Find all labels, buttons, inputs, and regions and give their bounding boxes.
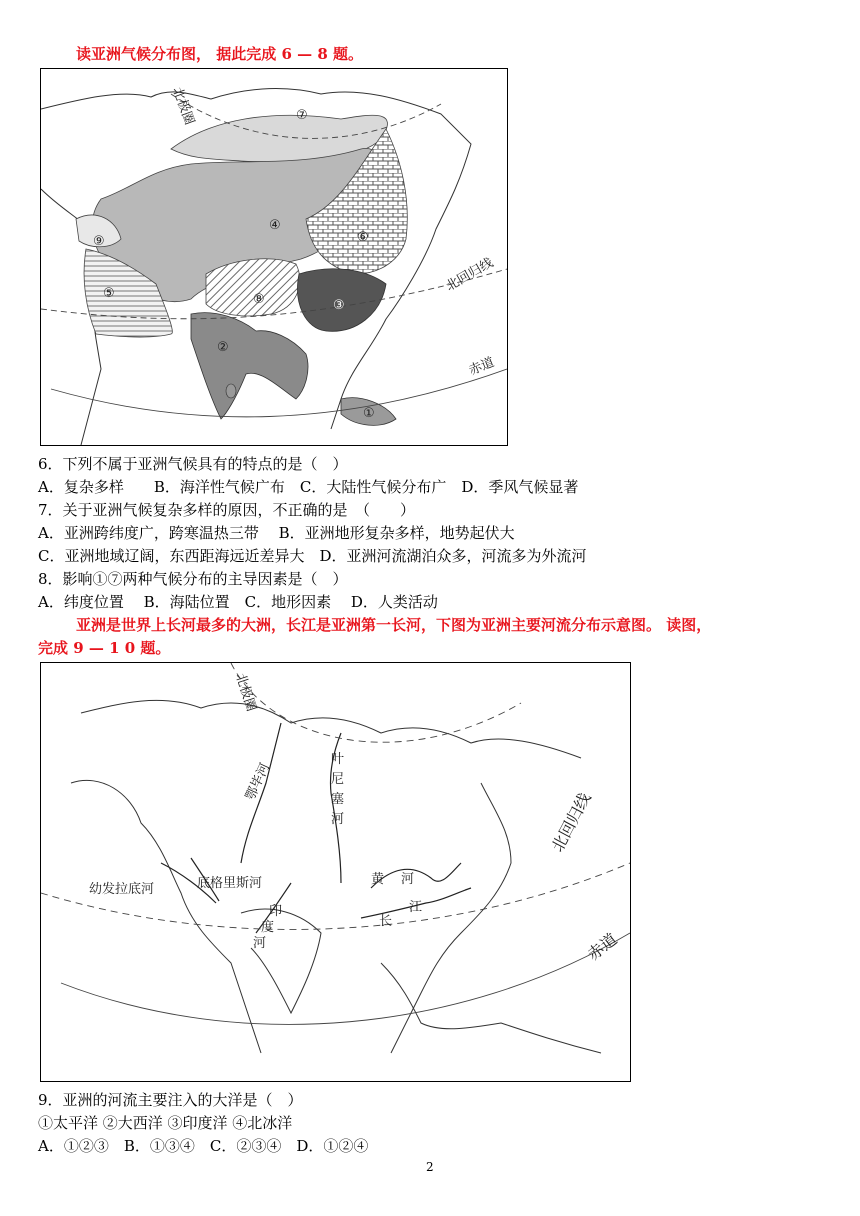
label-river-yangtze-2: 江	[409, 900, 423, 915]
q6-options: A．复杂多样 B．海洋性气候广布 C．大陆性气候分布广 D．季风气候显著	[38, 478, 579, 496]
asia-climate-map-svg	[41, 69, 507, 445]
q9-options: A．①②③ B．①③④ C．②③④ D．①②④	[38, 1137, 369, 1155]
label-river-tigris: 底格里斯河	[197, 876, 263, 891]
label-river-indus-3: 河	[253, 936, 267, 951]
coastline-north	[81, 700, 581, 758]
intro-river-map-line1: 亚洲是世界上长河最多的大洲，长江是亚洲第一长河，下图为亚洲主要河流分布示意图。 读图，	[76, 616, 712, 634]
label-zone-5: ⑤	[103, 286, 115, 301]
equator-line	[61, 933, 630, 1024]
asia-rivers-map	[40, 662, 631, 1082]
q7-options-line1: A．亚洲跨纬度广，跨寒温热三带 B．亚洲地形复杂多样，地势起伏大	[38, 524, 515, 542]
q7-stem: 7．关于亚洲气候复杂多样的原因，不正确的是 （ ）	[38, 501, 416, 519]
label-equator: 赤道	[466, 355, 497, 379]
label-river-yellow-1: 黄	[371, 872, 385, 887]
label-zone-7: ⑦	[296, 108, 308, 123]
q9-stem: 9．亚洲的河流主要注入的大洋是（ ）	[38, 1091, 303, 1109]
label-zone-8: ⑧	[253, 292, 265, 307]
q9-choices: ①太平洋 ②大西洋 ③印度洋 ④北冰洋	[38, 1114, 293, 1132]
label-river-yenisei-4: 河	[331, 812, 345, 827]
coastline-west	[71, 780, 261, 1053]
label-river-indus-1: 印	[269, 904, 283, 919]
label-zone-3: ③	[333, 298, 345, 313]
coastline-india	[241, 909, 321, 1013]
label-zone-9: ⑨	[93, 234, 105, 249]
q7-options-line2: C．亚洲地域辽阔，东西距海远近差异大 D．亚洲河流湖泊众多，河流多为外流河	[38, 547, 587, 565]
page-number: 2	[426, 1160, 434, 1174]
intro-climate-map: 读亚洲气候分布图， 据此完成 6 — 8 题。	[76, 45, 363, 63]
label-river-yellow-2: 河	[401, 872, 415, 887]
label-equator: 赤道	[583, 929, 621, 965]
label-river-ob: 鄂毕河	[243, 760, 274, 803]
label-arctic-circle: 北极圈	[169, 85, 197, 128]
label-zone-2: ②	[217, 340, 229, 355]
label-zone-1: ①	[363, 406, 375, 421]
river-yellow	[371, 863, 461, 888]
q8-options: A．纬度位置 B．海陆位置 C．地形因素 D．人类活动	[38, 593, 438, 611]
label-river-yenisei-2: 尼	[331, 772, 345, 787]
label-river-yangtze-1: 长	[379, 914, 393, 929]
label-river-yenisei-3: 塞	[331, 792, 345, 807]
label-zone-4: ④	[269, 218, 281, 233]
label-zone-6: ⑥	[357, 230, 369, 245]
zone-highland	[206, 259, 300, 316]
q6-stem: 6．下列不属于亚洲气候具有的特点的是（ ）	[38, 455, 348, 473]
asia-climate-map	[40, 68, 508, 446]
island-sri-lanka	[226, 384, 236, 398]
intro-river-map-line2: 完成 9 — 1 0 题。	[38, 639, 171, 657]
label-tropic-of-cancer: 北回归线	[443, 255, 497, 295]
label-arctic-circle: 北极圈	[232, 671, 259, 714]
coastline-east	[391, 783, 511, 1053]
label-river-yenisei-1: 叶	[331, 752, 345, 767]
label-river-euphrates: 幼发拉底河	[89, 882, 155, 897]
label-tropic-of-cancer: 北回归线	[547, 789, 595, 855]
zone-tropical-monsoon	[191, 313, 308, 419]
q8-stem: 8．影响①⑦两种气候分布的主导因素是（ ）	[38, 570, 348, 588]
asia-rivers-map-svg	[41, 663, 630, 1081]
label-river-indus-2: 度	[261, 920, 275, 935]
